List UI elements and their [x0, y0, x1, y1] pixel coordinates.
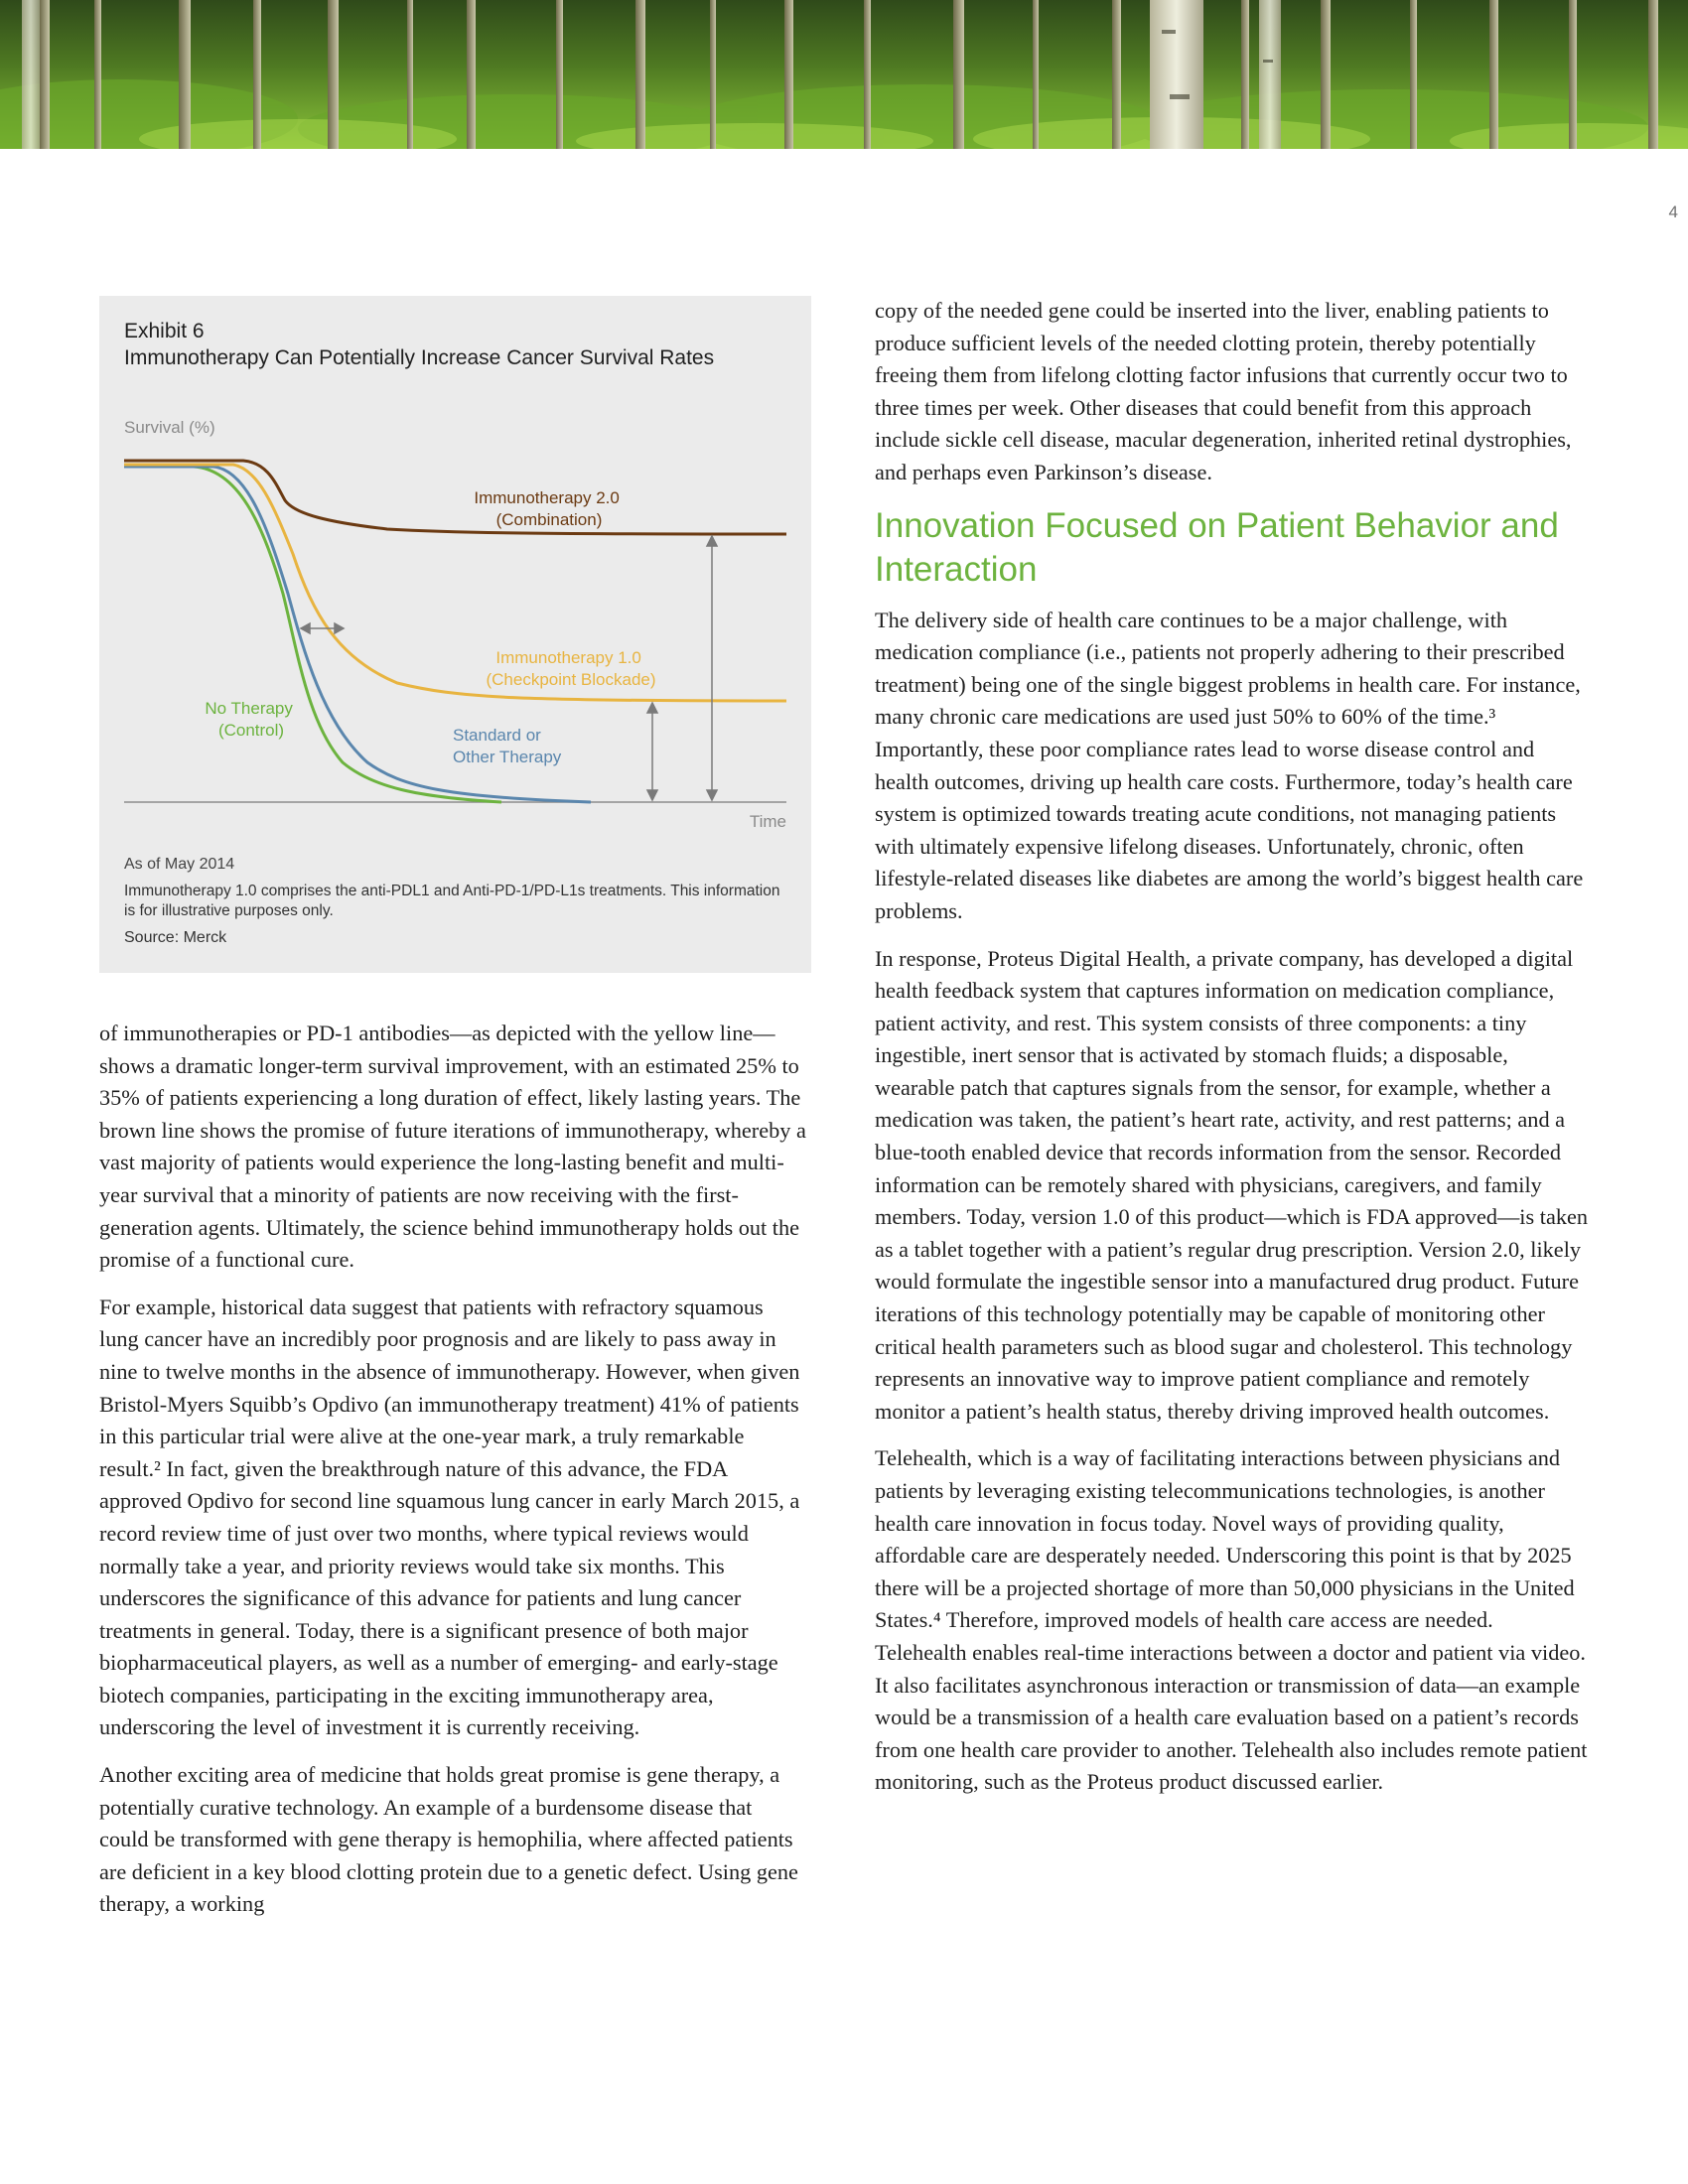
exhibit-note: Immunotherapy 1.0 comprises the anti-PDL1 and Anti-PD-1/PD-L1s treatments. This information is for illustrative purposes only. [124, 883, 780, 919]
header-banner-image [0, 0, 1688, 149]
series-label-no-therapy [205, 699, 297, 740]
series-label-immunotherapy-2 [474, 488, 624, 529]
body-paragraph: In response, Proteus Digital Health, a private company, has developed a digital health feedback system that captures information on medication compliance, patient activity, and rest. This system consists of three components: a tiny ingestible, inert sensor that is activated by stomach fluids; a disposable, wearable patch that captures signals from the sensor, for example, whether a medication was taken, the patient’s heart rate, activity, and rest patterns; and a blue-tooth enabled device that records information from the sensor. Recorded information can be remotely shared with physicians, caregivers, and family members. Today, version 1.0 of this product—which is FDA approved—is taken as a tablet together with a patient’s regular drug prescription. Version 2.0, likely would formulate the ingestible sensor into a manufactured drug product. Future iterations of this technology potentially may be capable of monitoring other critical health parameters such as blood sugar and cholesterol. This technology represents an innovative way to improve patient compliance and remotely monitor a patient’s health status, thereby driving improved health outcomes. [875, 945, 1589, 1424]
series-label-line: No Therapy [205, 699, 293, 718]
exhibit-title: Immunotherapy Can Potentially Increase Cancer Survival Rates [124, 346, 715, 369]
series-label-line: (Control) [217, 721, 285, 740]
vertical-arrow-icon [647, 703, 657, 800]
series-label-line: Standard or [453, 726, 541, 745]
body-paragraph: of immunotherapies or PD-1 antibodies—as depicted with the yellow line—shows a dramatic longer-term survival improvement, with an estimated 25% to 35% of patients experiencing a long duration of effect, likely lasting years. The brown line shows the promise of future iterations of immunotherapy, whereby a vast majority of patients would experience the long-lasting benefit and multi-year survival that a minority of patients are now receiving with the first-generation agents. Ultimately, the science behind immunotherapy holds out the promise of a functional cure. [99, 1021, 806, 1273]
series-label-line: (Checkpoint Blockade) [486, 670, 656, 689]
body-paragraph: copy of the needed gene could be inserted into the liver, enabling patients to produce sufficient levels of the needed clotting protein, thereby potentially freeing them from lifelong clotting factor infusions that currently occur two to three times per week. Other diseases that could benefit from this approach include sickle cell disease, macular degeneration, inherited retinal dystrophies, and perhaps even Parkinson’s disease. [875, 298, 1572, 484]
series-label-line: (Combination) [495, 510, 603, 529]
vertical-arrow-icon [707, 536, 717, 800]
y-axis-label: Survival (%) [124, 418, 215, 437]
exhibit-source: Source: Merck [124, 929, 227, 946]
body-paragraph: The delivery side of health care continues to be a major challenge, with medication compliance (i.e., patients not properly adhering to their prescribed treatment) being one of the single biggest problems in health care. For instance, many chronic care medications are used just 50% to 60% of the time.³ Importantly, these poor compliance rates lead to worse disease control and health outcomes, driving up health care costs. Furthermore, today’s health care system is optimized towards treating acute conditions, not managing patients with ultimately expensive lifelong diseases. Unfortunately, chronic, often lifestyle-related diseases like diabetes are among the world’s biggest health care problems. [875, 607, 1584, 923]
series-label-immunotherapy-1 [486, 648, 655, 689]
x-axis-label: Time [749, 812, 786, 831]
series-label-line: Immunotherapy 2.0 [474, 488, 620, 507]
section-heading: Innovation Focused on Patient Behavior and Interaction [875, 505, 1559, 589]
series-label-standard-therapy [453, 726, 562, 766]
body-paragraph: Another exciting area of medicine that holds great promise is gene therapy, a potentially curative technology. An example of a burdensome disease that could be transformed with gene therapy is hemophilia, where affected patients are deficient in a key blood clotting protein due to a genetic defect. Using gene therapy, a working [99, 1762, 798, 1917]
series-label-line: Immunotherapy 1.0 [495, 648, 641, 667]
exhibit-label: Exhibit 6 [124, 320, 205, 342]
right-column [875, 295, 1590, 1814]
body-paragraph: Telehealth, which is a way of facilitating interactions between physicians and patients by leveraging existing telecommunications technologies, is another health care innovation in focus today. Novel ways of providing quality, affordable care are desperately needed. Underscoring this point is that by 2025 there will be a projected shortage of more than 50,000 physicians in the United States.⁴ Therefore, improved models of health care access are needed. Telehealth enables real-time interactions between a doctor and patient via video. It also facilitates asynchronous interaction or transmission of data—an example would be a transmission of a health care evaluation based on a patient’s records from one health care provider to another. Telehealth also includes remote patient monitoring, such as the Proteus product discussed earlier. [875, 1445, 1588, 1795]
series-label-line: Other Therapy [453, 748, 562, 766]
forest-photo [0, 0, 1688, 149]
series-line-immunotherapy-2 [124, 461, 786, 534]
exhibit-as-of: As of May 2014 [124, 856, 235, 873]
body-paragraph: For example, historical data suggest that patients with refractory squamous lung cancer have an incredibly poor prognosis and are likely to pass away in nine to twelve months in the absence of immunotherapy. However, when given Bristol-Myers Squibb’s Opdivo (an immunotherapy treatment) 41% of patients in this particular trial were alive at the one-year mark, a truly remarkable result.² In fact, given the breakthrough nature of this advance, the FDA approved Opdivo for second line squamous lung cancer in early March 2015, a record review time of just over two months, where typical reviews would normally take a year, and priority reviews would take six months. This underscores the significance of this advance for patients and lung cancer treatments in general. Today, there is a significant presence of both major biopharmaceutical players, as well as a number of emerging- and early-stage biotech companies, participating in the exciting immunotherapy area, underscoring the level of investment it is currently receiving. [99, 1294, 800, 1740]
exhibit-box [99, 296, 811, 973]
horizontal-arrow-icon [301, 623, 344, 633]
left-column [99, 1018, 806, 1936]
series-line-immunotherapy-1 [124, 465, 786, 701]
survival-chart [99, 296, 811, 832]
